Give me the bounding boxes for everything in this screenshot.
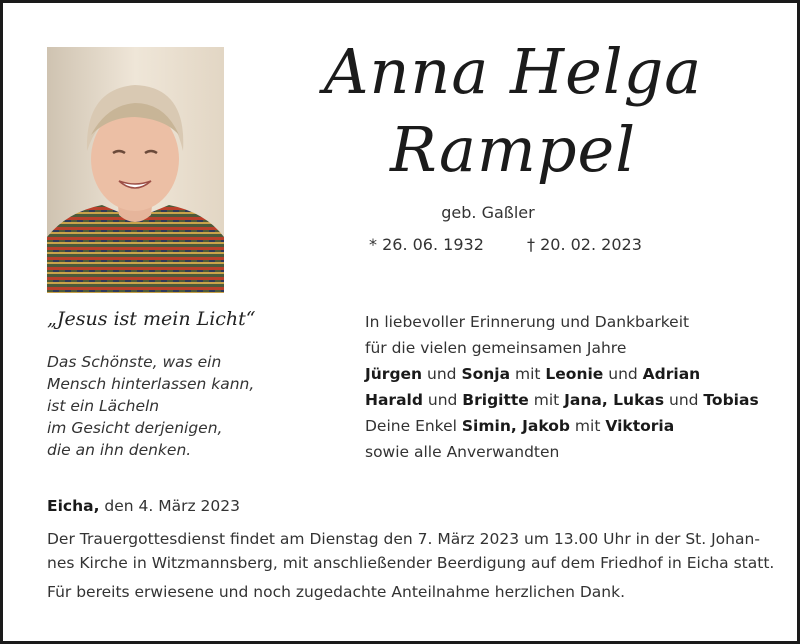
connector: mit [570,417,606,435]
birth-date: * 26. 06. 1932 [369,235,484,254]
poem-line: Mensch hinterlassen kann, [47,375,255,393]
death-date: † 20. 02. 2023 [527,235,642,254]
service-line: nes Kirche in Witzmannsberg, mit anschließender Beerdigung auf dem Friedhof in Eicha statt. [47,554,775,572]
birth-name: geb. Gaßler [441,203,535,222]
family-name: Tobias [703,391,759,409]
family-name: Jürgen [365,365,423,383]
poem-line: im Gesicht derjenigen, [47,419,223,437]
family-name: Viktoria [605,417,675,435]
place-and-date [47,497,240,515]
family-line [365,413,759,439]
service-line: Der Trauergottesdienst findet am Dienstag den 7. März 2023 um 13.00 Uhr in der St. Johan- [47,530,760,548]
family-name: Harald [365,391,423,409]
connector: mit [510,365,546,383]
connector: Deine Enkel [365,417,462,435]
connector: und [422,391,463,409]
family-name: Simin, Jakob [461,417,570,435]
place-date: den 4. März 2023 [99,497,241,515]
connector: und [422,365,462,383]
motto: „Jesus ist mein Licht“ [47,308,256,330]
deceased-surname: Rampel [389,113,637,186]
portrait-illustration [47,47,224,293]
family-name: Adrian [642,365,701,383]
family-intro-line: In liebevoller Erinnerung und Dankbarkeit [365,313,690,331]
family-line [365,361,759,387]
place-name: Eicha, [47,497,100,515]
poem [47,351,254,461]
funeral-service-info [47,527,775,575]
poem-line: ist ein Lächeln [47,397,160,415]
poem-line: die an ihn denken. [47,441,192,459]
connector: und [664,391,704,409]
family-name: Leonie [545,365,604,383]
connector: und [603,365,643,383]
poem-line: Das Schönste, was ein [47,353,222,371]
portrait-photo [47,47,224,293]
family-name: Brigitte [462,391,529,409]
family-line [365,387,759,413]
thanks-note: Für bereits erwiesene und noch zugedachte Anteilnahme herzlichen Dank. [47,583,626,601]
family-intro-line: für die vielen gemeinsamen Jahre [365,339,627,357]
mourners-list [365,309,759,465]
family-closing: sowie alle Anverwandten [365,443,560,461]
family-name: Sonja [461,365,511,383]
connector: mit [528,391,565,409]
family-name: Jana, Lukas [564,391,665,409]
deceased-first-names: Anna Helga [323,35,703,108]
